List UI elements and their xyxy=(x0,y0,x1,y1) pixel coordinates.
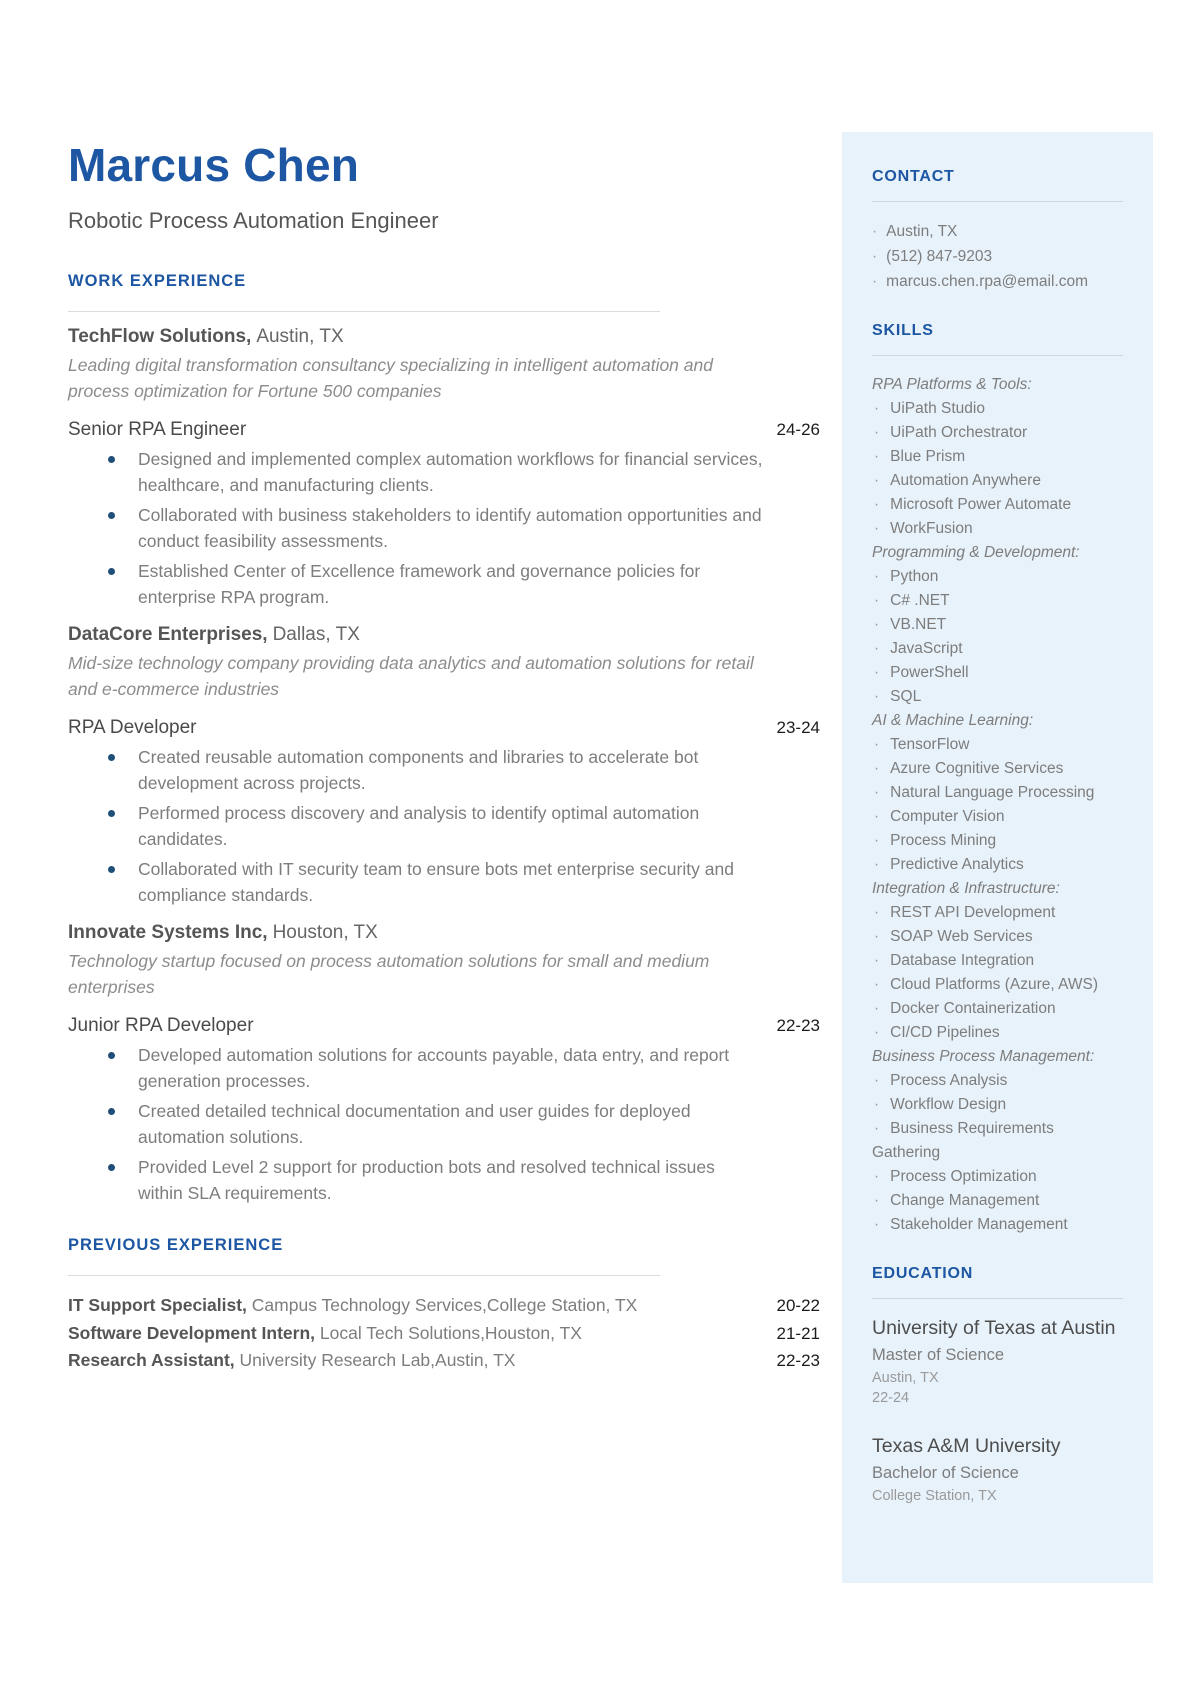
company-location: Austin, TX xyxy=(256,326,344,347)
bullet-dot-icon: · xyxy=(874,832,880,849)
contact-item xyxy=(872,244,1123,269)
bullet-dot-icon: · xyxy=(874,616,880,633)
skill-item xyxy=(872,1021,1123,1045)
bullet-dot-icon: · xyxy=(874,496,880,513)
previous-experience-row xyxy=(68,1292,820,1320)
skill-item xyxy=(872,925,1123,949)
skill-item xyxy=(872,493,1123,517)
skill-item xyxy=(872,1189,1123,1213)
school-dates: 22-24 xyxy=(872,1390,910,1406)
bullet-dot-icon: · xyxy=(874,952,880,969)
contact-list xyxy=(872,219,1123,294)
job-dates: 22-23 xyxy=(776,1016,820,1035)
sidebar xyxy=(842,132,1153,1583)
skill-item xyxy=(872,973,1123,997)
skill-label: WorkFusion xyxy=(890,520,973,537)
bullet-item: Created reusable automation components and libraries to accelerate bot development across projects. xyxy=(68,744,763,796)
skill-item xyxy=(872,1093,1123,1117)
contact-value: marcus.chen.rpa@email.com xyxy=(886,273,1088,290)
bullet-dot-icon: · xyxy=(872,223,878,240)
skill-item xyxy=(872,1117,1123,1165)
bullet-item: Created detailed technical documentation and user guides for deployed automation solutions. xyxy=(68,1098,763,1150)
previous-dates: 21-21 xyxy=(776,1323,820,1343)
skill-label: Workflow Design xyxy=(890,1096,1007,1113)
school-degree: Bachelor of Science xyxy=(872,1464,1019,1482)
skill-item xyxy=(872,901,1123,925)
skill-label: Blue Prism xyxy=(890,448,966,465)
work-experience-heading: WORK EXPERIENCE xyxy=(68,272,247,290)
job-dates: 24-26 xyxy=(776,420,820,439)
previous-experience-list xyxy=(68,1292,820,1375)
skills-list xyxy=(872,373,1123,1237)
bullet-dot-icon: · xyxy=(874,928,880,945)
skill-label: UiPath Orchestrator xyxy=(890,424,1028,441)
skill-item xyxy=(872,445,1123,469)
skill-label: Process Analysis xyxy=(890,1072,1008,1089)
bullet-dot-icon: · xyxy=(874,784,880,801)
school-degree: Master of Science xyxy=(872,1346,1005,1364)
school-entry xyxy=(872,1434,1123,1506)
skill-category: RPA Platforms & Tools: xyxy=(872,376,1032,393)
section-divider xyxy=(68,1275,660,1276)
skill-item xyxy=(872,421,1123,445)
bullet-dot-icon: · xyxy=(874,1216,880,1233)
skill-label: Cloud Platforms (Azure, AWS) xyxy=(890,976,1099,993)
skill-item xyxy=(872,949,1123,973)
bullet-dot-icon: · xyxy=(874,808,880,825)
skill-item xyxy=(872,1165,1123,1189)
bullet-item: Developed automation solutions for accounts payable, data entry, and report generation processes. xyxy=(68,1042,763,1094)
main-column xyxy=(68,0,820,1375)
company-name: DataCore Enterprises, xyxy=(68,624,268,645)
bullet-dot-icon: · xyxy=(874,640,880,657)
previous-role: Research Assistant, xyxy=(68,1350,235,1370)
person-title: Robotic Process Automation Engineer xyxy=(68,208,439,233)
previous-org: Local Tech Solutions,Houston, TX xyxy=(319,1322,582,1343)
skill-item xyxy=(872,469,1123,493)
job-title-row xyxy=(68,419,820,441)
skill-label: PowerShell xyxy=(890,664,969,681)
job-dates: 23-24 xyxy=(776,718,820,737)
skill-item xyxy=(872,805,1123,829)
skill-label: SOAP Web Services xyxy=(890,928,1033,945)
skill-label: UiPath Studio xyxy=(890,400,985,417)
skill-label: Process Mining xyxy=(890,832,997,849)
school-location: Austin, TX xyxy=(872,1370,939,1386)
contact-value: Austin, TX xyxy=(886,223,958,240)
skill-category: Integration & Infrastructure: xyxy=(872,880,1060,897)
previous-role: IT Support Specialist, xyxy=(68,1295,247,1315)
skill-category: AI & Machine Learning: xyxy=(872,712,1034,729)
skill-label: VB.NET xyxy=(890,616,947,633)
skill-item xyxy=(872,613,1123,637)
skill-label: SQL xyxy=(890,688,922,705)
skill-label: Natural Language Processing xyxy=(890,784,1095,801)
skill-label: TensorFlow xyxy=(890,736,970,753)
company-description: Mid-size technology company providing data analytics and automation solutions for retail and e-commerce industries xyxy=(68,653,754,699)
job-title: Junior RPA Developer xyxy=(68,1015,254,1036)
previous-role-line xyxy=(68,1347,515,1375)
skill-label: Automation Anywhere xyxy=(890,472,1041,489)
bullet-dot-icon: · xyxy=(874,904,880,921)
skill-item xyxy=(872,853,1123,877)
bullet-item: Collaborated with business stakeholders to identify automation opportunities and conduct feasibility assessments. xyxy=(68,502,763,554)
previous-experience-heading: PREVIOUS EXPERIENCE xyxy=(68,1236,284,1254)
previous-dates: 22-23 xyxy=(776,1351,820,1370)
job-bullet-list xyxy=(68,744,820,908)
contact-item xyxy=(872,219,1123,244)
skill-label: REST API Development xyxy=(890,904,1056,921)
bullet-dot-icon: · xyxy=(872,248,878,265)
skill-item xyxy=(872,685,1123,709)
skill-label: Stakeholder Management xyxy=(890,1216,1068,1233)
skill-item xyxy=(872,733,1123,757)
previous-role-line xyxy=(68,1320,582,1348)
skill-item xyxy=(872,781,1123,805)
previous-org: University Research Lab,Austin, TX xyxy=(239,1350,516,1370)
bullet-item: Designed and implemented complex automation workflows for financial services, healthcare, and manufacturing clients. xyxy=(68,446,763,498)
skill-label: C# .NET xyxy=(890,592,950,609)
job-entry xyxy=(68,623,820,908)
bullet-dot-icon: · xyxy=(874,592,880,609)
previous-experience-row xyxy=(68,1347,820,1375)
skill-label: Docker Containerization xyxy=(890,1000,1056,1017)
skill-item xyxy=(872,1213,1123,1237)
school-name: University of Texas at Austin xyxy=(872,1317,1116,1339)
skill-item xyxy=(872,829,1123,853)
bullet-item: Performed process discovery and analysis to identify optimal automation candidates. xyxy=(68,800,763,852)
job-title-row xyxy=(68,717,820,739)
job-entry xyxy=(68,921,820,1206)
company-line xyxy=(68,325,820,349)
bullet-item: Provided Level 2 support for production bots and resolved technical issues within SLA requirements. xyxy=(68,1154,763,1206)
bullet-dot-icon: · xyxy=(874,520,880,537)
bullet-dot-icon: · xyxy=(874,1000,880,1017)
previous-dates: 20-22 xyxy=(776,1296,820,1315)
job-title-row xyxy=(68,1015,820,1037)
job-entry xyxy=(68,325,820,610)
company-line xyxy=(68,921,820,945)
company-description: Leading digital transformation consultancy specializing in intelligent automation and process optimization for Fortune 500 companies xyxy=(68,355,713,401)
company-description: Technology startup focused on process automation solutions for small and medium enterprises xyxy=(68,951,710,997)
skills-heading: SKILLS xyxy=(872,322,934,339)
bullet-dot-icon: · xyxy=(874,424,880,441)
skill-label: Azure Cognitive Services xyxy=(890,760,1064,777)
skill-item xyxy=(872,637,1123,661)
company-line xyxy=(68,623,820,647)
sidebar-divider xyxy=(872,1298,1123,1299)
bullet-dot-icon: · xyxy=(874,760,880,777)
skill-label: Business Requirements Gathering xyxy=(872,1120,1054,1161)
bullet-dot-icon: · xyxy=(874,976,880,993)
bullet-dot-icon: · xyxy=(874,1168,880,1185)
skill-item xyxy=(872,517,1123,541)
job-title: Senior RPA Engineer xyxy=(68,419,247,440)
previous-org: Campus Technology Services,College Station, TX xyxy=(251,1295,638,1315)
company-location: Dallas, TX xyxy=(272,624,360,645)
school-entry xyxy=(872,1316,1123,1408)
person-name: Marcus Chen xyxy=(68,139,360,191)
sidebar-divider xyxy=(872,355,1123,356)
bullet-dot-icon: · xyxy=(874,736,880,753)
job-bullet-list xyxy=(68,446,820,610)
skill-item xyxy=(872,757,1123,781)
bullet-dot-icon: · xyxy=(874,1192,880,1209)
skill-label: CI/CD Pipelines xyxy=(890,1024,1000,1041)
skill-label: Predictive Analytics xyxy=(890,856,1024,873)
skill-label: Computer Vision xyxy=(890,808,1005,825)
bullet-dot-icon: · xyxy=(874,664,880,681)
bullet-dot-icon: · xyxy=(874,472,880,489)
bullet-item: Established Center of Excellence framework and governance policies for enterprise RPA program. xyxy=(68,558,763,610)
previous-experience-row xyxy=(68,1320,820,1348)
skill-item xyxy=(872,1069,1123,1093)
bullet-dot-icon: · xyxy=(874,400,880,417)
contact-item xyxy=(872,269,1123,294)
skill-item xyxy=(872,997,1123,1021)
contact-value: (512) 847-9203 xyxy=(886,248,993,265)
bullet-dot-icon: · xyxy=(874,1072,880,1089)
bullet-dot-icon: · xyxy=(872,273,878,290)
bullet-dot-icon: · xyxy=(874,688,880,705)
skill-label: Process Optimization xyxy=(890,1168,1037,1185)
bullet-dot-icon: · xyxy=(874,568,880,585)
skill-label: Change Management xyxy=(890,1192,1040,1209)
skill-item xyxy=(872,589,1123,613)
section-divider xyxy=(68,311,660,312)
sidebar-divider xyxy=(872,201,1123,202)
education-heading: EDUCATION xyxy=(872,1265,974,1282)
bullet-dot-icon: · xyxy=(874,448,880,465)
skill-item xyxy=(872,397,1123,421)
skill-category: Business Process Management: xyxy=(872,1048,1095,1065)
school-name: Texas A&M University xyxy=(872,1435,1061,1457)
skill-label: Python xyxy=(890,568,939,585)
bullet-dot-icon: · xyxy=(874,1024,880,1041)
skill-item xyxy=(872,661,1123,685)
skill-label: Database Integration xyxy=(890,952,1035,969)
bullet-dot-icon: · xyxy=(874,1120,880,1137)
skill-label: Microsoft Power Automate xyxy=(890,496,1072,513)
company-name: TechFlow Solutions, xyxy=(68,326,252,347)
skill-label: JavaScript xyxy=(890,640,963,657)
bullet-dot-icon: · xyxy=(874,1096,880,1113)
skill-item xyxy=(872,565,1123,589)
previous-role: Software Development Intern, xyxy=(68,1322,315,1343)
school-location: College Station, TX xyxy=(872,1488,997,1504)
bullet-dot-icon: · xyxy=(874,856,880,873)
company-name: Innovate Systems Inc, xyxy=(68,922,268,943)
previous-role-line xyxy=(68,1292,637,1320)
bullet-item: Collaborated with IT security team to ensure bots met enterprise security and compliance standards. xyxy=(68,856,763,908)
job-bullet-list xyxy=(68,1042,820,1206)
job-title: RPA Developer xyxy=(68,717,197,738)
contact-heading: CONTACT xyxy=(872,168,955,185)
education-list xyxy=(872,1316,1123,1506)
company-location: Houston, TX xyxy=(272,922,378,943)
skill-category: Programming & Development: xyxy=(872,544,1080,561)
